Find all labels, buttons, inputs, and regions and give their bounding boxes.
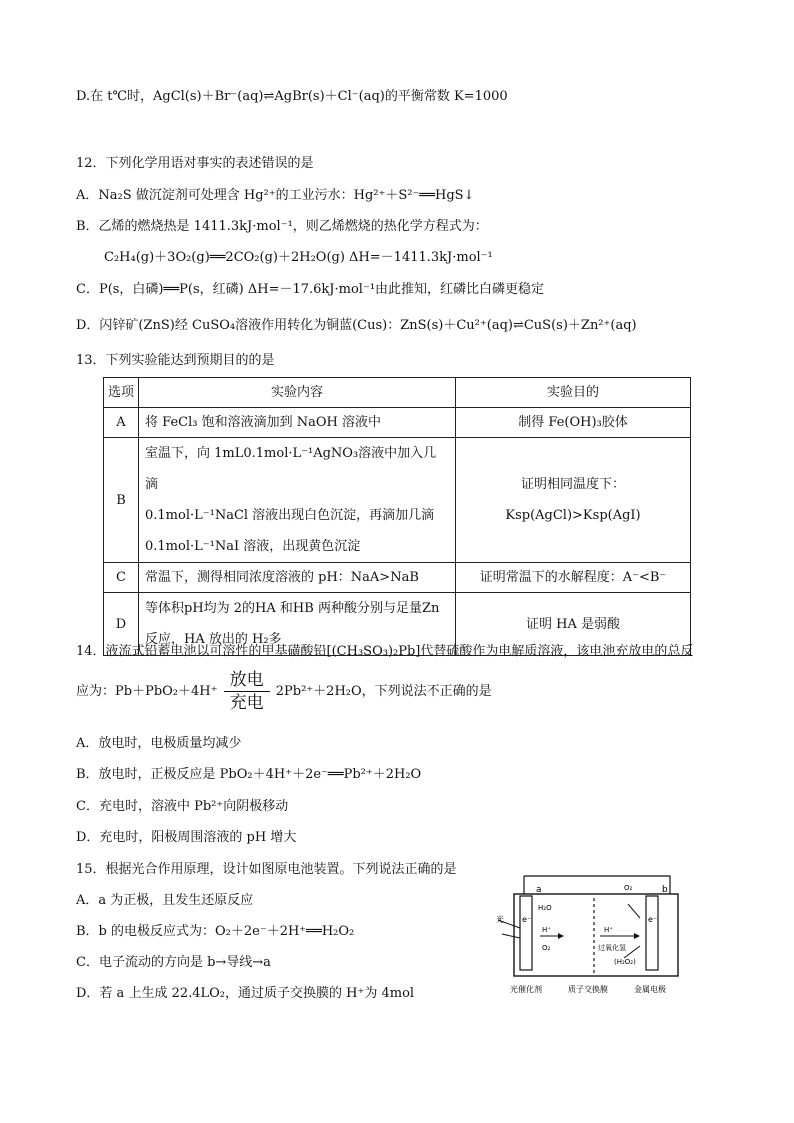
- q12-stem: 12．下列化学用语对事实的表述错误的是: [76, 156, 314, 171]
- q14-option-c: C．充电时，溶液中 Pb²⁺向阴极移动: [76, 799, 289, 814]
- h2o2-label: (H₂O₂): [614, 958, 636, 966]
- hplus-mid-label: H⁺: [604, 926, 613, 934]
- content-line: 0.1mol·L⁻¹NaI 溶液，出现黄色沉淀: [145, 539, 361, 554]
- charge-label: 充电: [229, 693, 264, 713]
- content-line: 室温下，向 1mL0.1mol·L⁻¹AgNO₃溶液中加入几滴: [145, 446, 437, 492]
- row-purpose: 制得 Fe(OH)₃胶体: [456, 408, 691, 438]
- q12-option-d: D．闪锌矿(ZnS)经 CuSO₄溶液作用转化为铜蓝(Cus)：ZnS(s)＋Cu²⁺(aq)⇌CuS(s)＋Zn²⁺(aq): [76, 318, 637, 333]
- light-label: 光: [496, 915, 504, 924]
- header-content: 实验内容: [139, 378, 456, 408]
- table-header-row: [104, 378, 691, 408]
- table-row: [104, 438, 691, 563]
- table-row: [104, 563, 691, 593]
- row-content: [139, 438, 456, 563]
- header-option: 选项: [104, 378, 139, 408]
- q12-option-c: C．P(s，白磷)══P(s，红磷) ΔH=－17.6kJ·mol⁻¹由此推知，红磷比白磷更稳定: [76, 282, 545, 297]
- reaction-condition: [224, 669, 270, 714]
- q11-option-d: D.在 t℃时，AgCl(s)＋Br⁻(aq)⇌AgBr(s)＋Cl⁻(aq)的平衡常数 K=1000: [76, 89, 508, 104]
- electron-right-label: e⁻: [648, 915, 658, 924]
- q14-stem: 14．液流式铅蓄电池以可溶性的甲基磺酸铅[(CH₃SO₃)₂Pb]代替硫酸作为电解质溶液，该电池充放电的总反: [76, 644, 694, 659]
- q14-equation: [76, 668, 492, 716]
- content-line: 等体积pH均为 2的HA 和HB 两种酸分别与足量Zn: [145, 601, 440, 616]
- electrode-b-label: b: [662, 885, 668, 895]
- water-label: H₂O: [538, 904, 552, 912]
- electrode-a-label: a: [536, 885, 542, 895]
- q15-option-a: A．a 为正极，且发生还原反应: [76, 893, 254, 908]
- electrode-a: [520, 896, 532, 970]
- q12-option-b: B．乙烯的燃烧热是 1411.3kJ·mol⁻¹，则乙烯燃烧的热化学方程式为：: [76, 219, 488, 234]
- o2-left-label: O₂: [542, 944, 551, 952]
- q15-stem: 15．根据光合作用原理，设计如图原电池装置。下列说法正确的是: [76, 862, 457, 877]
- photocatalyst-label: 光催化剂: [510, 985, 542, 994]
- q14-option-b: B．放电时，正极反应是 PbO₂＋4H⁺＋2e⁻══Pb²⁺＋2H₂O: [76, 767, 422, 782]
- equation-prefix: 应为：Pb＋PbO₂＋4H⁺: [76, 684, 218, 699]
- q15-option-b: B．b 的电极反应式为：O₂＋2e⁻＋2H⁺══H₂O₂: [76, 924, 355, 939]
- table-row: [104, 408, 691, 438]
- row-content: 常温下，测得相同浓度溶液的 pH：NaA>NaB: [139, 563, 456, 593]
- q14-option-a: A．放电时，电极质量均减少: [76, 736, 242, 751]
- equation-suffix: 2Pb²⁺＋2H₂O，下列说法不正确的是: [275, 684, 492, 699]
- content-line: 反应，HA 放出的 H₂多: [145, 632, 282, 647]
- header-purpose: 实验目的: [456, 378, 691, 408]
- q14-option-d: D．充电时，阳极周围溶液的 pH 增大: [76, 830, 297, 845]
- row-content: 将 FeCl₃ 饱和溶液滴加到 NaOH 溶液中: [139, 408, 456, 438]
- metal-electrode-label: 金属电极: [634, 985, 666, 994]
- q15-option-c: C．电子流动的方向是 b→导线→a: [76, 955, 271, 970]
- row-option: C: [104, 563, 139, 593]
- row-option: A: [104, 408, 139, 438]
- q15-option-d: D．若 a 上生成 22.4LO₂，通过质子交换膜的 H⁺为 4mol: [76, 986, 415, 1001]
- row-option: B: [104, 438, 139, 563]
- content-line: 0.1mol·L⁻¹NaCl 溶液出现白色沉淀，再滴加几滴: [145, 508, 435, 523]
- q13-table: [103, 377, 691, 656]
- catalyst-label: 过氧化氢: [598, 944, 626, 952]
- electrode-b: [646, 896, 658, 970]
- row-purpose: 证明 HA 是弱酸: [456, 593, 691, 656]
- electron-left-label: e⁻: [522, 915, 532, 924]
- purpose-line: 证明相同温度下：: [520, 477, 625, 492]
- row-purpose: 证明常温下的水解程度：A⁻<B⁻: [456, 563, 691, 593]
- row-option: D: [104, 593, 139, 656]
- q13-stem: 13．下列实验能达到预期目的的是: [76, 353, 275, 368]
- q12-option-b-equation: C₂H₄(g)＋3O₂(g)══2CO₂(g)＋2H₂O(g) ΔH=－1411.3kJ·mol⁻¹: [104, 250, 493, 265]
- cell-diagram: [496, 872, 692, 1002]
- purpose-line: Ksp(AgCl)>Ksp(AgI): [505, 508, 641, 523]
- discharge-label: 放电: [229, 670, 264, 690]
- o2-right-label: O₂: [624, 884, 633, 892]
- q12-option-a: A．Na₂S 做沉淀剂可处理含 Hg²⁺的工业污水：Hg²⁺＋S²⁻══HgS↓: [76, 188, 475, 203]
- row-purpose: [456, 438, 691, 563]
- external-wire: [524, 876, 670, 894]
- hplus-left-label: H⁺: [542, 926, 551, 934]
- membrane-label: 质子交换膜: [568, 985, 608, 994]
